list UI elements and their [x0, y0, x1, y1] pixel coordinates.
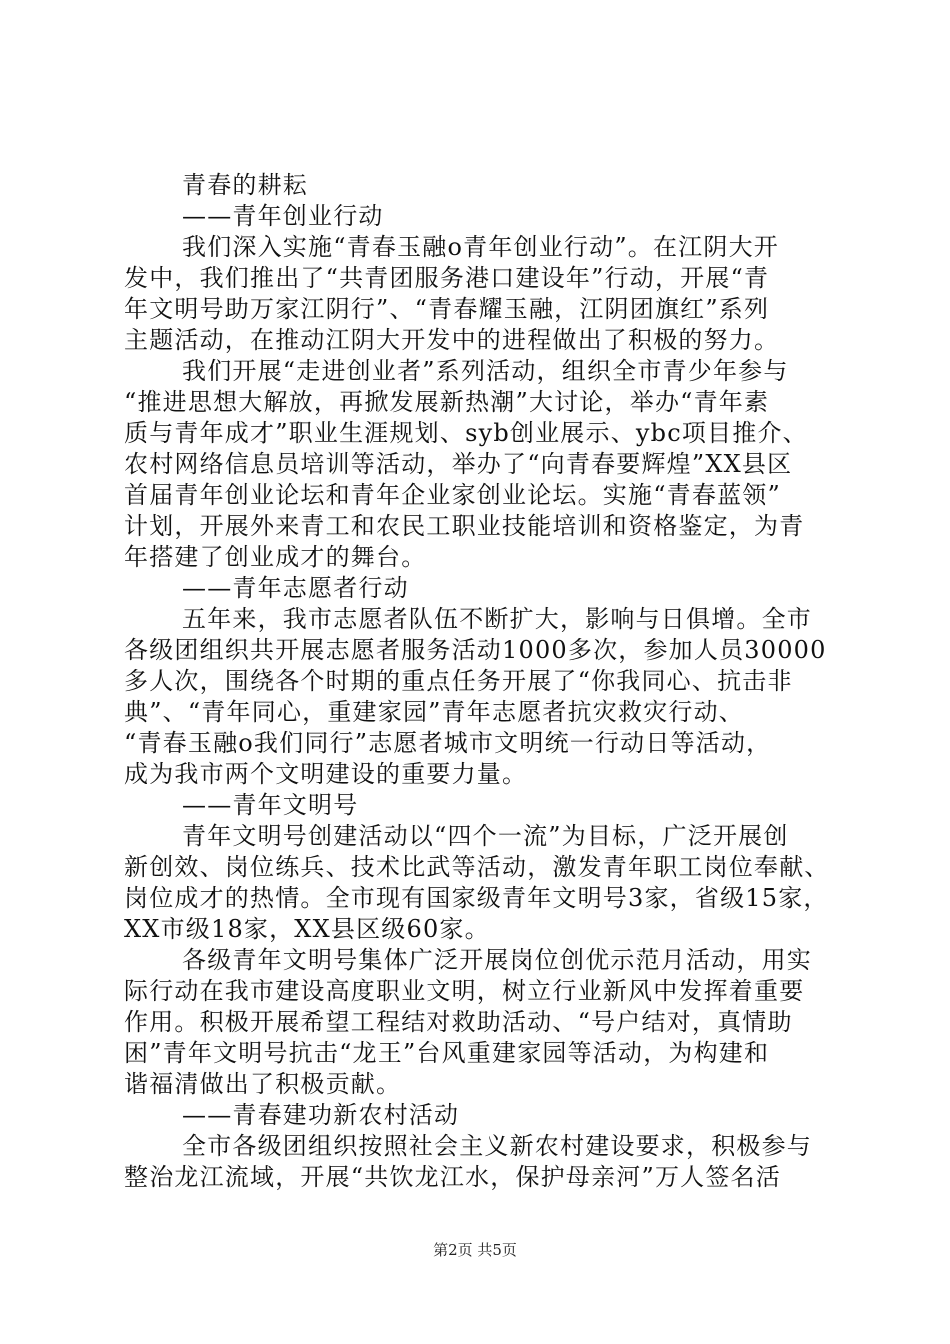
text-line: 谐福清做出了积极贡献。 [124, 1070, 402, 1098]
page-number: 第2页 共5页 [433, 1241, 517, 1259]
text-line: 典”、“青年同心，重建家园”青年志愿者抗灾救灾行动、 [124, 698, 745, 726]
text-line: “推进思想大解放，再掀发展新热潮”大讨论，举办“青年素 [124, 388, 770, 416]
text-line: 首届青年创业论坛和青年企业家创业论坛。实施“青春蓝领” [124, 481, 781, 509]
text-line: 全市各级团组织按照社会主义新农村建设要求，积极参与 [182, 1132, 812, 1160]
text-line: 作用。积极开展希望工程结对救助活动、“号户结对，真情助 [124, 1008, 793, 1036]
text-line: ——青春建功新农村活动 [182, 1101, 460, 1129]
text-line: ——青年文明号 [182, 791, 359, 819]
text-line: 年搭建了创业成才的舞台。 [124, 543, 427, 571]
text-line: 五年来，我市志愿者队伍不断扩大，影响与日俱增。全市 [182, 605, 812, 633]
text-line: 各级青年文明号集体广泛开展岗位创优示范月活动，用实 [182, 946, 812, 974]
text-line: 我们深入实施“青春玉融o青年创业行动”。在江阴大开 [182, 233, 779, 261]
text-line: 多人次，围绕各个时期的重点任务开展了“你我同心、抗击非 [124, 667, 793, 695]
text-line: XX市级18家，XX县区级60家。 [124, 915, 490, 943]
text-line: 各级团组织共开展志愿者服务活动1000多次，参加人员30000 [124, 636, 827, 664]
text-line: 发中，我们推出了“共青团服务港口建设年”行动，开展“青 [124, 264, 770, 292]
text-line: 整治龙江流域，开展“共饮龙江水，保护母亲河”万人签名活 [124, 1163, 781, 1191]
text-line: 农村网络信息员培训等活动，举办了“向青春要辉煌”XX县区 [124, 450, 793, 478]
text-line: 质与青年成才”职业生涯规划、syb创业展示、ybc项目推介、 [124, 419, 808, 447]
text-line: “青春玉融o我们同行”志愿者城市文明统一行动日等活动， [124, 729, 772, 757]
text-line: 青春的耕耘 [182, 171, 308, 199]
text-line: 主题活动，在推动江阴大开发中的进程做出了积极的努力。 [124, 326, 780, 354]
document-body [124, 170, 830, 1193]
text-line: ——青年志愿者行动 [182, 574, 409, 602]
text-line: 青年文明号创建活动以“四个一流”为目标，广泛开展创 [182, 822, 789, 850]
text-line: 计划，开展外来青工和农民工职业技能培训和资格鉴定，为青 [124, 512, 805, 540]
text-line: 困”青年文明号抗击“龙王”台风重建家园等活动，为构建和 [124, 1039, 770, 1067]
text-line: 际行动在我市建设高度职业文明，树立行业新风中发挥着重要 [124, 977, 805, 1005]
text-line: ——青年创业行动 [182, 202, 384, 230]
text-line: 岗位成才的热情。全市现有国家级青年文明号3家，省级15家， [124, 884, 829, 912]
text-line: 我们开展“走进创业者”系列活动，组织全市青少年参与 [182, 357, 789, 385]
text-line: 成为我市两个文明建设的重要力量。 [124, 760, 528, 788]
text-line: 新创效、岗位练兵、技术比武等活动，激发青年职工岗位奉献、 [124, 853, 830, 881]
text-line: 年文明号助万家江阴行”、“青春耀玉融，江阴团旗红”系列 [124, 295, 770, 323]
